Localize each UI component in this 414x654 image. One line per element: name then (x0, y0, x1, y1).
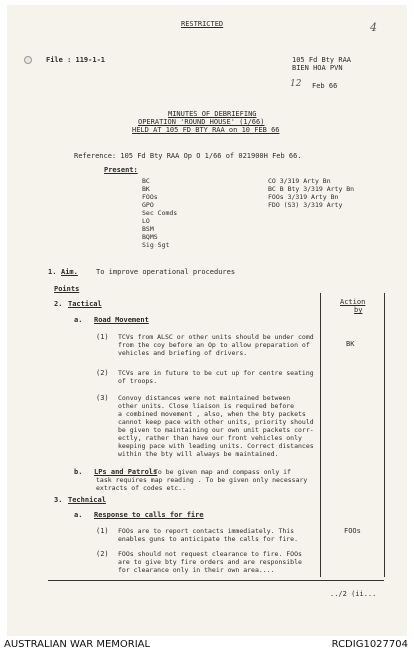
subsection-a-title: Road Movement (94, 316, 149, 324)
item-number: (2) (96, 369, 109, 377)
item-number: (1) (96, 527, 109, 535)
present-item: CO 3/319 Arty Bn (268, 177, 331, 185)
points-label: Points (54, 285, 80, 293)
archive-name: AUSTRALIAN WAR MEMORIAL (4, 639, 151, 650)
title-line-3: HELD AT 105 FD BTY RAA on 10 FEB 66 (132, 126, 280, 134)
title-line-2: OPERATION 'ROUND HOUSE' (1/66) (138, 118, 265, 126)
item-text: FOOs should not request clearance to fire. FOOs are to give bty fire orders and are responsible for clearance only in their own area.... (118, 550, 302, 574)
column-divider-inner (320, 293, 321, 577)
document-page (8, 6, 406, 636)
title-line-1: MINUTES OF DEBRIEFING (168, 110, 257, 118)
item-text: FOOs are to report contacts immediately. This enables guns to anticipate the calls for fire. (118, 527, 299, 543)
present-item: BC (142, 177, 150, 185)
column-divider-outer (384, 293, 385, 577)
classification-marking: RESTRICTED (181, 20, 224, 28)
section-3-number: 3. (54, 496, 63, 504)
present-list-right (268, 177, 354, 209)
subsection-3a-label: a. (74, 511, 83, 519)
handwritten-day: 12 (290, 79, 302, 89)
subsection-b-label: b. (74, 468, 83, 476)
item-text: TCVs from ALSC or other units should be under comd from the coy before an Op to allow preparation of vehicles and briefing of drivers. (118, 333, 314, 357)
document-date: Feb 66 (312, 82, 338, 90)
punch-hole (24, 56, 32, 64)
section-3-title: Technical (68, 496, 106, 504)
present-item: FOOs (142, 193, 158, 201)
archive-record-id: RCDIG1027704 (331, 639, 408, 650)
action-column-by: by (354, 306, 363, 314)
item-number: (3) (96, 394, 109, 402)
item-number: (2) (96, 550, 109, 558)
present-item: FOOs 3/319 Arty Bn (268, 193, 339, 201)
action-entry: BK (346, 340, 355, 348)
present-list-left (142, 177, 177, 249)
action-entry: FOOs (344, 527, 361, 535)
aim-number: 1. (48, 268, 57, 276)
subsection-b-text-rest: task requires map reading . To be given only necessary extracts of codes etc.. (96, 476, 308, 492)
file-reference: File : 119-1-1 (46, 56, 106, 64)
item-text: TCVs are in future to be cut up for centre seating of troops. (118, 369, 314, 385)
present-item: FDO (S3) 3/319 Arty (268, 201, 343, 209)
subsection-a-label: a. (74, 316, 83, 324)
present-item: BSM (142, 225, 154, 233)
continuation-marker: ../2 (ii... (330, 590, 377, 598)
handwritten-page-number: 4 (370, 21, 377, 34)
subsection-b-title: LPs and Patrols (94, 468, 158, 476)
archive-footer (0, 636, 414, 654)
present-item: Sig Sgt (142, 241, 170, 249)
closing-rule (48, 580, 384, 581)
sender-unit: 105 Fd Bty RAA (292, 56, 352, 64)
present-item: BQMS (142, 233, 158, 241)
action-column-header: Action (340, 298, 366, 306)
sender-location: BIEN HOA PVN (292, 64, 343, 72)
aim-text: To improve operational procedures (96, 268, 236, 276)
section-2-number: 2. (54, 300, 63, 308)
present-item: BC B Bty 3/319 Arty Bn (268, 185, 355, 193)
subsection-b-text-first: To be given map and compass only if (154, 468, 291, 476)
reference-line: Reference: 105 Fd Bty RAA Op O 1/66 of 021900H Feb 66. (74, 152, 302, 160)
subsection-3a-title: Response to calls for fire (94, 511, 204, 519)
present-label: Present: (104, 166, 138, 174)
present-item: BK (142, 185, 150, 193)
item-text: Convoy distances were not maintained between other units. Close liaison is required before a combined movement , also, when the bty packets cannot keep pace with other units, priority should be given to maintaining our own unit packets corr- ectly, rather than have our front vehicles only keeping pace with leading units. Correct distances within the bty will always be maintained. (118, 394, 314, 458)
present-item: Sec Comds (142, 209, 178, 217)
aim-label: Aim. (61, 268, 78, 276)
section-2-title: Tactical (68, 300, 102, 308)
present-item: LO (142, 217, 150, 225)
present-item: GPO (142, 201, 154, 209)
item-number: (1) (96, 333, 109, 341)
